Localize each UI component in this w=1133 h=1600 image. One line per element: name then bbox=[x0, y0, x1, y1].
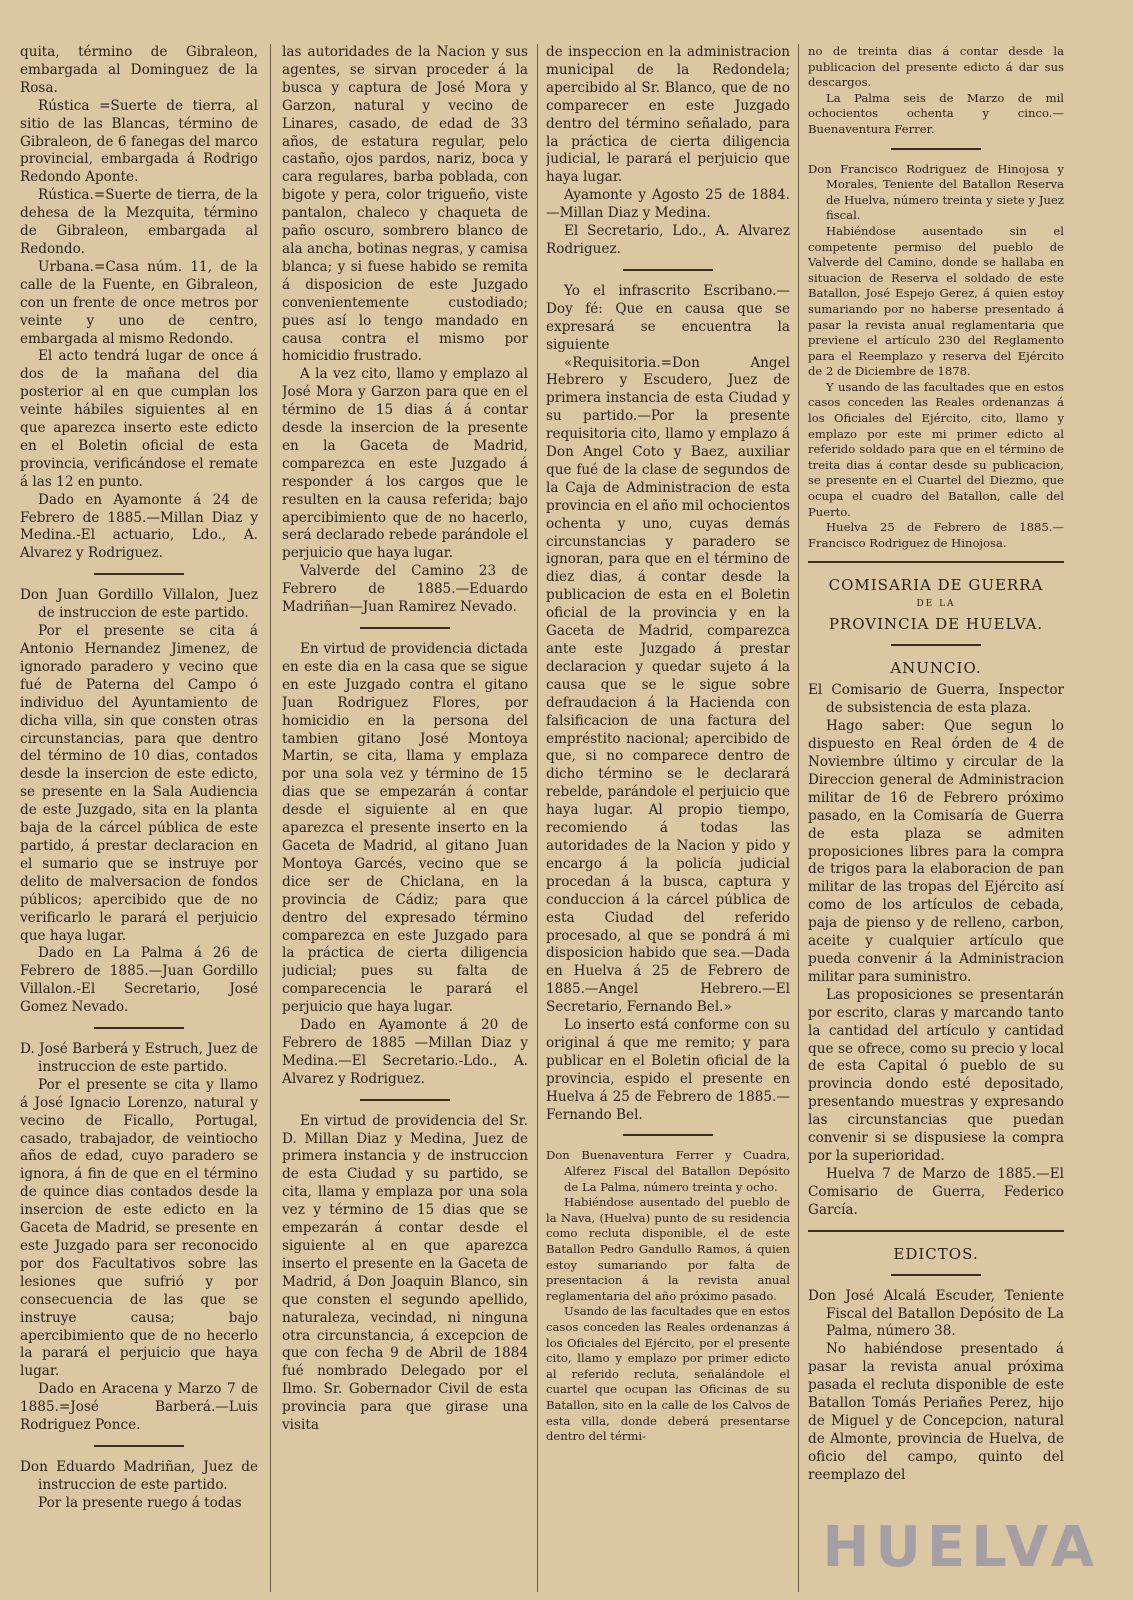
section-heading-connector: DE LA bbox=[916, 599, 956, 610]
section-rule bbox=[94, 1445, 184, 1447]
paragraph: las autoridades de la Nacion y sus agentes, se sirvan proceder á la busca y captura de José Mora y Garzon, natural y vecino de Linares, casado, de edad de 33 años, de estatura regular, pelo castaño, ojos pardos, nariz, boca y cara regulares, barba poblada, con bigote y pera, color trigueño, viste pantalon, chaleco y chaqueta de paño oscuro, sombrero blanco de ala ancha, botinas negras, y camisa blanca; y si fuese habido se remita á disposicion de este Juzgado convenientemente custodiado; pues así lo tengo mandado en causa contra el mismo por homicidio frustrado. bbox=[282, 44, 528, 365]
paragraph: Habiéndose ausentado sin el competente permiso del pueblo de Valverde del Camino, donde se hallaba en situacion de Reserva el soldado de este Batallon, José Espejo Gerez, á quien estoy sumariando por no haberse presentado á pasar la revista anual reglamentaria que previene el artículo 230 del Reglamento para el Reemplazo y reserva del Ejército de 2 de Diciembre de 1878. bbox=[808, 223, 1064, 379]
paragraph: «Requisitoria.=Don Angel Hebrero y Escudero, Juez de primera instancia de esta Ciudad y su partido.—Por la presente requisitoria cito, llamo y emplazo á Don Angel Coto y Baez, auxiliar que fué de la clase de segundos de la Caja de Administracion de esta provincia en el año mil ochocientos ochenta y uno, cuyas demás circunstancias y paradero se ignoran, para que en el término de diez dias, á contar desde la publicacion de esta en el Boletin oficial de la provincia y en la Gaceta de Madrid, comparezca ante este Juzgado á prestar declaracion y quedar sujeto á la causa que se le sigue sobre defraudacion á la Hacienda con falsificacion de una factura del empréstito nacional; apercibido de que, si no comparece dentro de dicho término se le declarará rebelde, parándole el perjuicio que haya lugar. Al propio tiempo, recomiendo á todas las autoridades de la Nacion y pido y encargo á la policía judicial procedan á la busca, captura y conduccion á la cárcel pública de esta Ciudad del referido procesado, al que se pondrá á mi disposicion habido que sea.—Dada en Huelva á 25 de Febrero de 1885.—Angel Hebrero.—El Secretario, Fernando Bel.» bbox=[546, 354, 790, 1016]
section-rule bbox=[94, 573, 184, 575]
column-2 bbox=[282, 44, 528, 1592]
column-divider bbox=[798, 44, 799, 1592]
notice-heading: Don Francisco Rodriguez de Hinojosa y Morales, Teniente del Batallon Reserva de Huelva, número treinta y siete y Juez fiscal. bbox=[808, 161, 1064, 223]
section-rule bbox=[891, 644, 981, 646]
section-rule bbox=[891, 1274, 981, 1276]
paragraph: El acto tendrá lugar de once á dos de la mañana del dia posterior al en que cumplan los veinte hábiles siguientes al en que aparezca inserto este edicto en el Boletin oficial de esta provincia, verificándose el remate á las 12 en punto. bbox=[20, 348, 258, 490]
paragraph: Dado en La Palma á 26 de Febrero de 1885.—Juan Gordillo Villalon.-El Secretario, José Gomez Nevado. bbox=[20, 945, 258, 1016]
paragraph: No habiéndose presentado á pasar la revista anual próxima pasada el recluta disponible de este Batallon Tomás Periañes Perez, hijo de Miguel y de Concepcion, natural de Almonte, provincia de Huelva, de oficio del campo, quinto del reemplazo del bbox=[808, 1341, 1064, 1483]
paragraph: Ayamonte y Agosto 25 de 1884.—Millan Diaz y Medina. bbox=[546, 187, 790, 222]
paragraph: Urbana.=Casa núm. 11, de la calle de la Fuente, en Gibraleon, con un frente de once metros por veinte y uno de centro, embargada al mismo Redondo. bbox=[20, 258, 258, 347]
section-heading: EDICTOS. bbox=[893, 1244, 979, 1263]
section-heading: ANUNCIO. bbox=[890, 659, 982, 678]
section-rule bbox=[623, 1134, 713, 1136]
paragraph: no de treinta dias á contar desde la publicacion del presente edicto á dar sus descargos. bbox=[808, 44, 1064, 90]
paragraph: Las proposiciones se presentarán por escrito, claras y marcando tanto la cantidad del artículo y cantidad que se ofrece, como su precio y local de esta Capital ó pueblo de su provincia dondo esté depositado, presentando muestras y expresando las circunstancias que puedan convenir si se dispusiese la compra por la superioridad. bbox=[808, 986, 1064, 1164]
section-rule bbox=[94, 1027, 184, 1029]
section-heading: COMISARIA DE GUERRA bbox=[828, 576, 1044, 595]
paragraph: Dado en Ayamonte á 24 de Febrero de 1885.—Millan Diaz y Medina.-El actuario, Ldo., A. Alvarez y Rodriguez. bbox=[20, 491, 258, 562]
paragraph: de inspeccion en la administracion municipal de la Redondela; apercibido al Sr. Blanco, que de no comparecer en este Juzgado dentro del término señalado, para la práctica de cierta diligencia judicial, le parará el perjuicio que haya lugar. bbox=[546, 44, 790, 186]
paragraph: Por el presente se cita á Antonio Hernandez Jimenez, de ignorado paradero y vecino que fué de Paterna del Campo ó individuo del Ayuntamiento de dicha villa, sin que consten otras circunstancias, para que dentro del término de 10 dias, contados desde la insercion de este edicto, se presente en la Sala Audiencia de este Juzgado, sita en la planta baja de la cárcel pública de este partido, á prestar declaracion en el sumario que se instruye por delito de malversacion de fondos públicos; apercibido que de no verificarlo le parará el perjuicio que haya lugar. bbox=[20, 623, 258, 944]
column-1 bbox=[20, 44, 258, 1592]
paragraph: La Palma seis de Marzo de mil ochocientos ochenta y cinco.—Buenaventura Ferrer. bbox=[808, 90, 1064, 136]
paragraph: quita, término de Gibraleon, embargada al Dominguez de la Rosa. bbox=[20, 44, 258, 96]
paragraph: Lo inserto está conforme con su original á que me remito; y para publicar en el Boletin oficial de la provincia, espido el presente en Huelva á 25 de Febrero de 1885.—Fernando Bel. bbox=[546, 1017, 790, 1123]
paragraph: Rústica.=Suerte de tierra, de la dehesa de la Mezquita, término de Gibraleon, embargada al Redondo. bbox=[20, 187, 258, 257]
paragraph: Usando de las facultades que en estos casos conceden las Reales ordenanzas á los Oficiales del Ejército, por el presente cito, llamo y emplazo por primer edicto al referido recluta, señalándole el cuartel que ocupan las Oficinas de su Batallon, sito en la calle de los Calvos de esta villa, donde deberá presentarse dentro del térmi- bbox=[546, 1304, 790, 1444]
notice-heading: Don Buenaventura Ferrer y Cuadra, Alferez Fiscal del Batallon Depósito de La Palma, número treinta y ocho. bbox=[546, 1148, 790, 1194]
paragraph: El Secretario, Ldo., A. Alvarez Rodriguez. bbox=[546, 223, 790, 257]
notice-heading: Don Eduardo Madriñan, Juez de instruccion de este partido. bbox=[20, 1458, 258, 1493]
paragraph: Por el presente se cita y llamo á José Ignacio Lorenzo, natural y vecino de Ficallo, Portugal, casado, trabajador, de veintiocho años de edad, cuyo paradero se ignora, á fin de que en el término de quince dias contados desde la insercion de este edicto en la Gaceta de Madrid, se presente en este Juzgado para ser reconocido por dos Facultativos sobre las lesiones que sufrió y por consecuencia de las que se instruye causa; bajo apercibimiento que de no hecerlo la parará el perjuicio que haya lugar. bbox=[20, 1076, 258, 1380]
notice-heading: Don Juan Gordillo Villalon, Juez de instruccion de este partido. bbox=[20, 587, 258, 622]
paragraph: Valverde del Camino 23 de Febrero de 1885.—Eduardo Madriñan—Juan Ramirez Nevado. bbox=[282, 563, 528, 616]
section-rule bbox=[808, 1230, 1064, 1232]
column-divider bbox=[537, 44, 538, 1592]
section-rule bbox=[360, 627, 450, 629]
section-rule bbox=[808, 561, 1064, 563]
paragraph: Huelva 25 de Febrero de 1885.— Francisco Rodriguez de Hinojosa. bbox=[808, 520, 1064, 550]
paragraph: En virtud de providencia dictada en este dia en la casa que se sigue en este Juzgado contra el gitano Juan Rodriguez Flores, por homicidio en la persona del tambien gitano José Montoya Martin, se cita, llama y emplaza por una sola vez y término de 15 dias que se empezarán á contar desde el siguiente al en que aparezca el presente inserto en la Gaceta de Madrid, al gitano Juan Montoya Garcés, vecino que se dice ser de Chiclana, en la provincia de Cádiz; para que dentro del expresado término comparezca en este Juzgado para la práctica de cierta diligencia judicial; pues su falta de comparecencia le parará el perjuicio que haya lugar. bbox=[282, 641, 528, 1016]
paragraph: Yo el infrascrito Escribano.— Doy fé: Que en causa que se expresará se encuentra la siguiente bbox=[546, 282, 790, 353]
paragraph: Dado en Aracena y Marzo 7 de 1885.=José Barberá.—Luis Rodriguez Ponce. bbox=[20, 1381, 258, 1434]
paragraph: Hago saber: Que segun lo dispuesto en Real órden de 4 de Noviembre último y circular de la Direccion general de Administracion militar de 16 de Febrero próximo pasado, en la Comisaría de Guerra de esta plaza se admiten proposiciones libres para la compra de trigos para la elaboracion de pan militar de las tropas del Ejército así como de los artículos de cebada, paja de pienso y de relleno, carbon, aceite y cualquier artículo que pueda convenir á la Administracion militar para suministro. bbox=[808, 718, 1064, 985]
paragraph: Huelva 7 de Marzo de 1885.—El Comisario de Guerra, Federico García. bbox=[808, 1165, 1064, 1218]
paragraph: Por la presente ruego á todas bbox=[38, 1494, 242, 1511]
paragraph: Y usando de las facultades que en estos casos conceden las Reales ordenanzas á los Oficiales del Ejército, cito, llamo y emplazo por este mi primer edicto al referido soldado para que en el término de treita dias á contar desde su publicacion, se presente en el Cuartel del Diezmo, que ocupa el cuadro del Batallon, calle del Puerto. bbox=[808, 379, 1064, 519]
paragraph: Dado en Ayamonte á 20 de Febrero de 1885 —Millan Diaz y Medina.—El Secretario.-Ldo., A. Alvarez y Rodriguez. bbox=[282, 1017, 528, 1087]
paragraph: Rústica =Suerte de tierra, al sitio de las Blancas, término de Gibraleon, de 6 fanegas del marco provincial, embargada á Rodrigo Redondo Aponte. bbox=[20, 97, 258, 186]
notice-heading: El Comisario de Guerra, Inspector de subsistencia de esta plaza. bbox=[808, 682, 1064, 717]
notice-heading: D. José Barberá y Estruch, Juez de instruccion de este partido. bbox=[20, 1041, 258, 1075]
paragraph: En virtud de providencia del Sr. D. Millan Diaz y Medina, Juez de primera instancia y de instruccion de esta Ciudad y su partido, se cita, llama y emplaza por una sola vez y término de 15 dias que se empezarán á contar desde el siguiente al en que aparezca inserto el presente en la Gaceta de Madrid, á Don Joaquin Blanco, sin que consten el segundo apellido, naturaleza, vecindad, ni ninguna otra circunstancia, á excepcion de que con fecha 9 de Abril de 1884 fué nombrado Delegado por el Ilmo. Sr. Gobernador Civil de esta provincia para que girase una visita bbox=[282, 1112, 528, 1434]
paragraph: A la vez cito, llamo y emplazo al José Mora y Garzon para que en el término de 15 dias á á contar desde la insercion de la presente en la Gaceta de Madrid, comparezca en este Juzgado á responder á los cargos que le resulten en la causa referida; bajo apercibimiento que de no hacerlo, será declarado rebede parándole el perjuicio que haya lugar. bbox=[282, 366, 528, 562]
notice-heading: Don José Alcalá Escuder, Teniente Fiscal del Batallon Depósito de La Palma, número 38. bbox=[808, 1287, 1064, 1340]
section-rule bbox=[360, 1099, 450, 1101]
library-stamp: HUELVA bbox=[822, 1515, 1100, 1580]
section-rule bbox=[623, 269, 713, 271]
column-divider bbox=[270, 44, 271, 1592]
column-4 bbox=[808, 44, 1064, 1592]
column-3 bbox=[546, 44, 790, 1592]
section-heading: PROVINCIA DE HUELVA. bbox=[828, 615, 1044, 634]
section-rule bbox=[891, 148, 981, 150]
paragraph: Habiéndose ausentado del pueblo de la Nava, (Huelva) punto de su residencia como recluta disponible, el de este Batallon Pedro Gandullo Ramos, á quien estoy sumariando por falta de presentacion á la revista anual reglamentaria del año próximo pasado. bbox=[546, 1195, 790, 1303]
